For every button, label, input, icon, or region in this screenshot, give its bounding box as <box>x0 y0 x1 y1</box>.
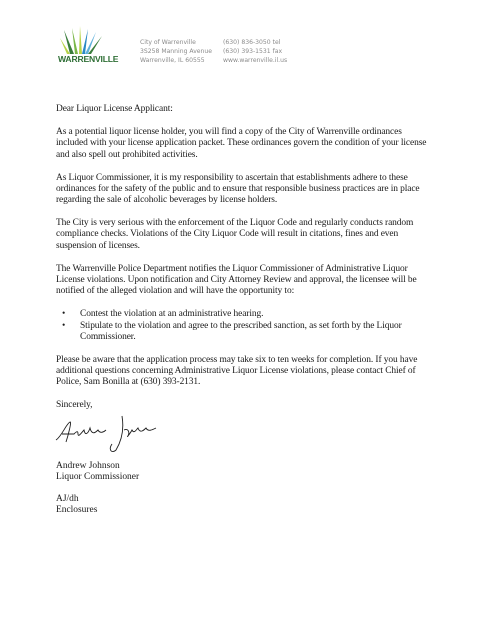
website-line: www.warrenville.il.us <box>223 57 288 64</box>
reference-block <box>56 494 97 517</box>
paragraph: The City is very serious with the enforcement of the Liquor Code and regularly conducts random compliance checks. Violations of the City Liquor Code will result in citations, fines and even suspension of licenses. <box>56 218 414 251</box>
enclosures-note: Enclosures <box>56 505 98 516</box>
closing: Sincerely, <box>56 400 93 411</box>
warrenville-logo <box>58 26 122 66</box>
paragraph: Please be aware that the application process may take six to ten weeks for completion. If you have additional questions concerning Administrative Liquor License violations, please contact Chief of Police, Sam Bonilla at (630) 393-2131. <box>56 354 418 388</box>
typist-initials: AJ/dh <box>56 494 79 504</box>
letterhead <box>58 26 438 70</box>
phone-line: (630) 836-3050 tel <box>223 39 281 46</box>
logo-wordmark: WARRENVILLE <box>58 54 119 64</box>
handwritten-signature <box>52 410 160 456</box>
options-list <box>56 309 428 343</box>
address-line: City of Warrenville <box>140 39 196 46</box>
signer-block <box>56 461 139 484</box>
paragraph: As a potential liquor license holder, you will find a copy of the City of Warrenville ordinances included with your license application packet. These ordinances govern the condition of your license and also spell out prohibited activities. <box>56 126 427 160</box>
signer-name: Andrew Johnson <box>56 461 120 471</box>
city-address <box>140 38 212 65</box>
list-item: • Stipulate to the violation and agree to the prescribed sanction, as set forth by the Liquor Commissioner. <box>62 320 402 342</box>
signer-title: Liquor Commissioner <box>56 472 140 483</box>
city-contact <box>223 38 287 65</box>
grass-logo-icon <box>58 26 122 56</box>
fax-line: (630) 393-1531 fax <box>223 48 283 55</box>
address-line: Warrenville, IL 60555 <box>140 57 205 64</box>
bullet-icon: • <box>62 320 66 331</box>
bullet-icon: • <box>62 309 66 320</box>
paragraph: The Warrenville Police Department notifies the Liquor Commissioner of Administrative Liquor License violations. Upon notification and City Attorney Review and approval, the licensee will be notified of the alleged violation and will have the opportunity to: <box>56 263 417 297</box>
salutation: Dear Liquor License Applicant: <box>56 104 173 114</box>
address-line: 3S258 Manning Avenue <box>140 48 213 55</box>
paragraph: As Liquor Commissioner, it is my responsibility to ascertain that establishments adhere to these ordinances for the safety of the public and to ensure that responsible business practices are in place regarding the sale of alcoholic beverages by license holders. <box>56 172 420 206</box>
list-item: • Contest the violation at an administrative hearing. <box>62 309 264 320</box>
letter-body <box>56 104 428 423</box>
